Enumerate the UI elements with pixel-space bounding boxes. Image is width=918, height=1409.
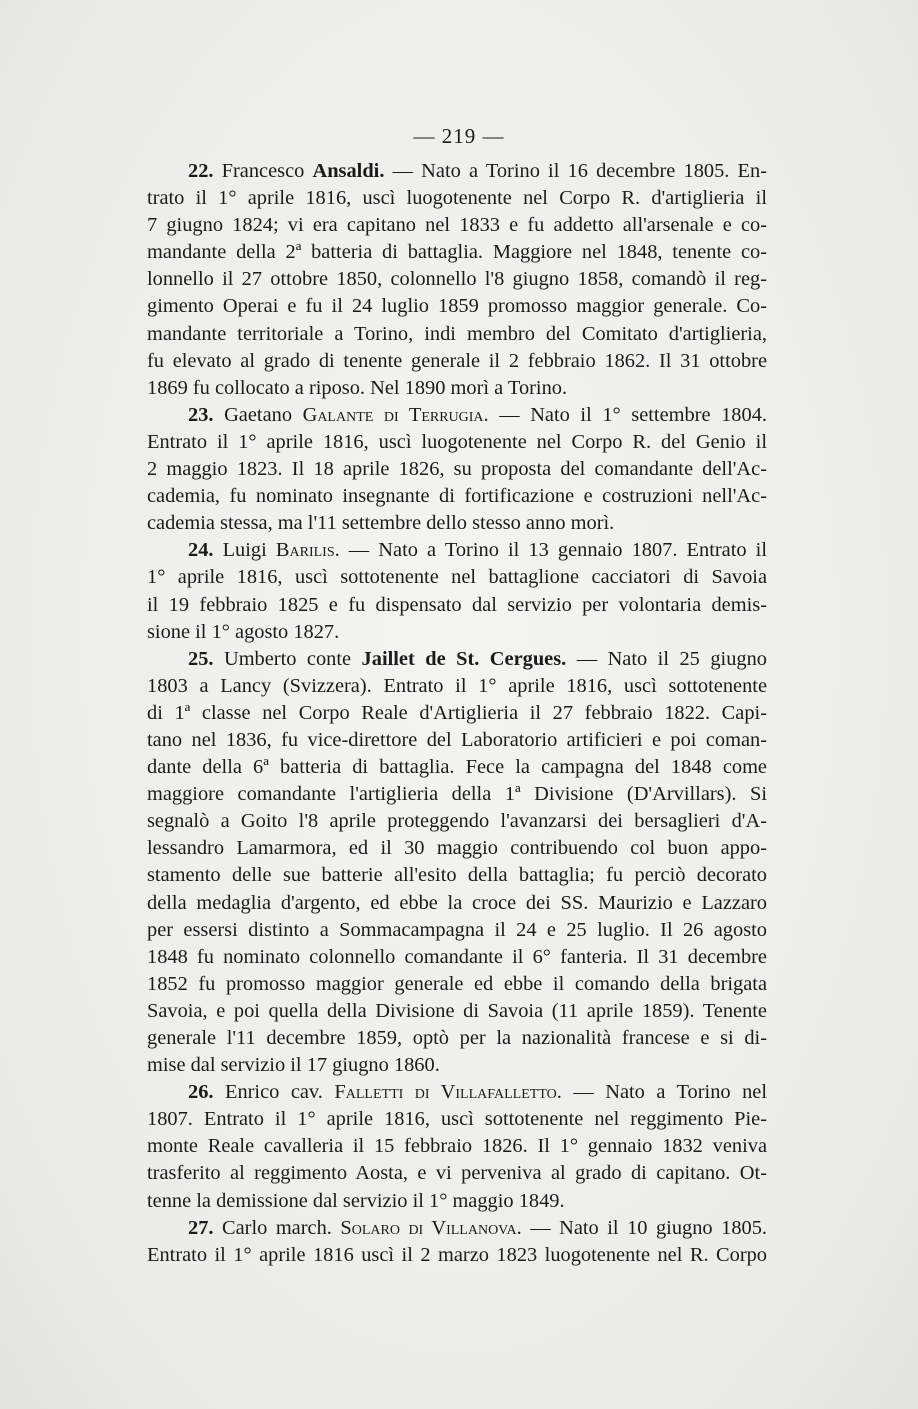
text-line: dante della 6ª batteria di battaglia. Fece la campagna del 1848 come <box>147 756 767 779</box>
text-line <box>147 537 767 564</box>
text-line <box>147 402 767 429</box>
text-line: per essersi distinto a Sommacampagna il 24 e 25 luglio. Il 26 agosto <box>147 918 767 941</box>
text-line: della medaglia d'argento, ed ebbe la croce dei SS. Maurizio e Lazzaro <box>147 891 767 914</box>
entry-number: 24. <box>188 539 214 562</box>
entry-number: 26. <box>188 1081 214 1104</box>
page-body <box>147 158 767 1269</box>
text-line: mandante territoriale a Torino, indi membro del Comitato d'artiglieria, <box>147 322 767 345</box>
text-line <box>147 1215 767 1242</box>
text-line: stamento delle sue batterie all'esito della battaglia; fu perciò decorato <box>147 864 767 887</box>
entry-25 <box>147 646 767 1080</box>
person-name: Falletti di Villafalletto. <box>334 1081 562 1104</box>
text-line: maggiore comandante l'artiglieria della 1ª Divisione (D'Arvillars). Si <box>147 783 767 806</box>
page-number: — 219 — <box>413 124 505 148</box>
entry-27 <box>147 1215 767 1269</box>
text-span: Umberto conte <box>213 647 362 670</box>
text-line: trato il 1° aprile 1816, uscì luogotenente nel Corpo R. d'artiglieria il <box>147 187 767 210</box>
text-line: Entrato il 1° aprile 1816, uscì luogotenente nel Corpo R. del Genio il <box>147 430 767 453</box>
text-line: lessandro Lamarmora, ed il 30 maggio contribuendo col buon appo- <box>147 837 767 860</box>
text-line: 7 giugno 1824; vi era capitano nel 1833 e fu addetto all'arsenale e co- <box>147 214 767 237</box>
text-line: cademia, fu nominato insegnante di fortificazione e costruzioni nell'Ac- <box>147 485 767 508</box>
text-span: — Nato il 25 giugno <box>566 647 767 670</box>
entry-22 <box>147 158 767 402</box>
text-span: Luigi <box>213 539 276 562</box>
text-span: — Nato il 1° settembre 1804. <box>488 403 767 426</box>
text-line: Entrato il 1° aprile 1816 uscì il 2 marzo 1823 luogotenente nel R. Corpo <box>147 1243 767 1266</box>
text-line: segnalò a Goito l'8 aprile proteggendo l'avanzarsi dei bersaglieri d'A- <box>147 810 767 833</box>
text-line: di 1ª classe nel Corpo Reale d'Artiglieria il 27 febbraio 1822. Capi- <box>147 701 767 724</box>
entry-23 <box>147 402 767 537</box>
entry-number: 25. <box>188 647 214 670</box>
text-line: il 19 febbraio 1825 e fu dispensato dal servizio per volontaria demis- <box>147 593 767 616</box>
text-line <box>147 1079 767 1106</box>
text-span: Enrico cav. <box>213 1081 335 1104</box>
person-name: Solaro di Villanova. <box>340 1216 522 1239</box>
text-line: Savoia, e poi quella della Divisione di Savoia (11 aprile 1859). Tenente <box>147 999 767 1022</box>
text-span: — Nato a Torino il 16 decembre 1805. En- <box>384 160 767 182</box>
text-span: — Nato il 10 giugno 1805. <box>521 1216 768 1239</box>
person-name: Ansaldi. <box>312 160 385 182</box>
text-line <box>147 158 767 185</box>
person-name: Jaillet de St. Cergues. <box>361 647 567 670</box>
text-line: tenne la demissione dal servizio il 1° maggio 1849. <box>147 1189 565 1212</box>
entry-24 <box>147 537 767 645</box>
text-line <box>147 646 767 673</box>
text-span: Gaetano <box>213 403 303 426</box>
text-line: sione il 1° agosto 1827. <box>147 620 340 643</box>
text-line: trasferito al reggimento Aosta, e vi perveniva al grado di capitano. Ot- <box>147 1162 767 1185</box>
text-span: Francesco <box>213 160 313 182</box>
text-line: 1848 fu nominato colonnello comandante il 6° fanteria. Il 31 decembre <box>147 945 767 968</box>
text-line: tano nel 1836, fu vice-direttore del Laboratorio artificieri e poi coman- <box>147 728 767 751</box>
text-line: mise dal servizio il 17 giugno 1860. <box>147 1054 440 1077</box>
entry-number: 27. <box>188 1216 214 1239</box>
text-line: lonnello il 27 ottobre 1850, colonnello l'8 giugno 1858, comandò il reg- <box>147 268 767 291</box>
text-line: 1869 fu collocato a riposo. Nel 1890 morì a Torino. <box>147 376 568 399</box>
entry-26 <box>147 1079 767 1214</box>
text-line: 1852 fu promosso maggior generale ed ebbe il comando della brigata <box>147 972 767 995</box>
text-line: cademia stessa, ma l'11 settembre dello stesso anno morì. <box>147 512 615 535</box>
text-line: monte Reale cavalleria il 15 febbraio 1826. Il 1° gennaio 1832 veniva <box>147 1135 767 1158</box>
text-line: mandante della 2ª batteria di battaglia. Maggiore nel 1848, tenente co- <box>147 241 767 264</box>
text-line: generale l'11 decembre 1859, optò per la nazionalità francese e si di- <box>147 1027 767 1049</box>
text-line: 2 maggio 1823. Il 18 aprile 1826, su proposta del comandante dell'Ac- <box>147 458 767 481</box>
text-span: — Nato a Torino nel <box>561 1081 767 1104</box>
text-line: 1807. Entrato il 1° aprile 1816, uscì sottotenente nel reggimento Pie- <box>147 1108 767 1131</box>
entry-number: 22. <box>188 160 214 182</box>
person-name: Barilis. <box>275 539 340 562</box>
text-line: gimento Operai e fu il 24 luglio 1859 promosso maggior generale. Co- <box>147 295 767 318</box>
person-name: Galante di Terrugia. <box>302 403 489 426</box>
text-span: Carlo march. <box>213 1216 341 1239</box>
text-span: — Nato a Torino il 13 gennaio 1807. Entrato il <box>339 539 767 562</box>
text-line: 1803 a Lancy (Svizzera). Entrato il 1° aprile 1816, uscì sottotenente <box>147 674 767 697</box>
text-line: fu elevato al grado di tenente generale il 2 febbraio 1862. Il 31 ottobre <box>147 349 767 372</box>
entry-number: 23. <box>188 403 214 426</box>
text-line: 1° aprile 1816, uscì sottotenente nel battaglione cacciatori di Savoia <box>147 566 767 589</box>
